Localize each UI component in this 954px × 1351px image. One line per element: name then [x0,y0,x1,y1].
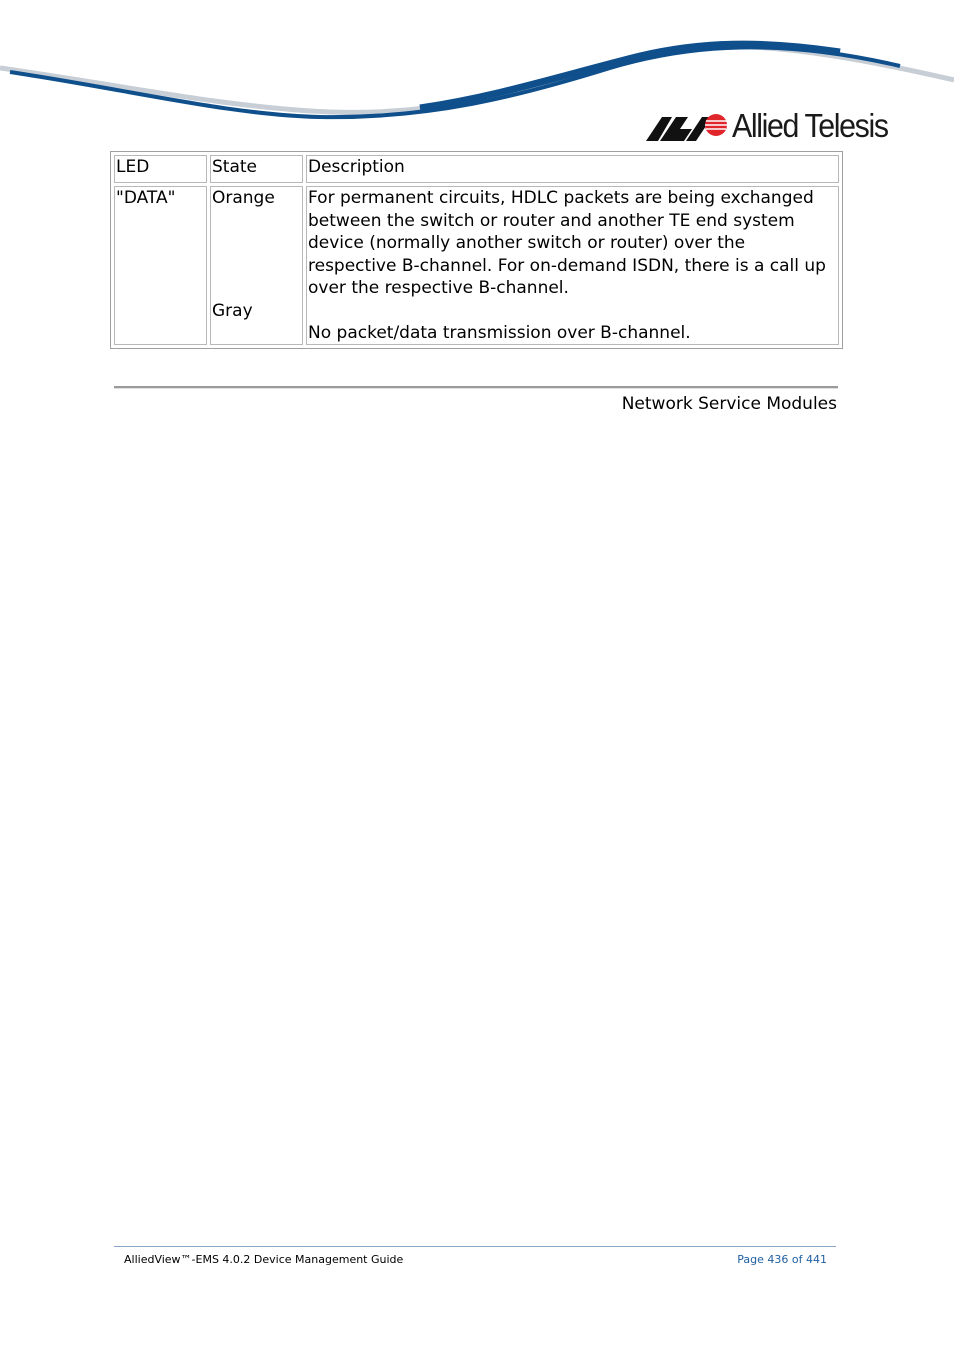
footer-divider [114,1246,836,1247]
allied-telesis-logo-mark [646,111,728,141]
footer-guide-title: AlliedView™-EMS 4.0.2 Device Management Guide [124,1253,404,1266]
header-led: LED [114,155,207,183]
description-gray: No packet/data transmission over B-channel. [308,322,691,343]
table-row [114,186,839,345]
section-title: Network Service Modules [621,394,837,414]
led-name: "DATA" [114,186,207,345]
description-cell [306,186,839,345]
state-orange: Orange [212,188,275,208]
section-divider [114,386,838,388]
allied-telesis-logo [646,108,901,144]
header-state: State [210,155,303,183]
state-cell [210,186,303,345]
led-status-table [110,151,843,349]
footer-page-number: Page 436 of 441 [737,1253,827,1266]
brand-name: Allied Telesis [732,107,888,144]
table-header-row [114,155,839,183]
header-description: Description [306,155,839,183]
description-orange: For permanent circuits, HDLC packets are being exchanged between the switch or router and another TE end system device (normally another switch or router) over the respective B-channel. For on-demand ISDN, there is a call up over the respective B-channel. [308,188,826,298]
state-gray: Gray [212,300,253,321]
